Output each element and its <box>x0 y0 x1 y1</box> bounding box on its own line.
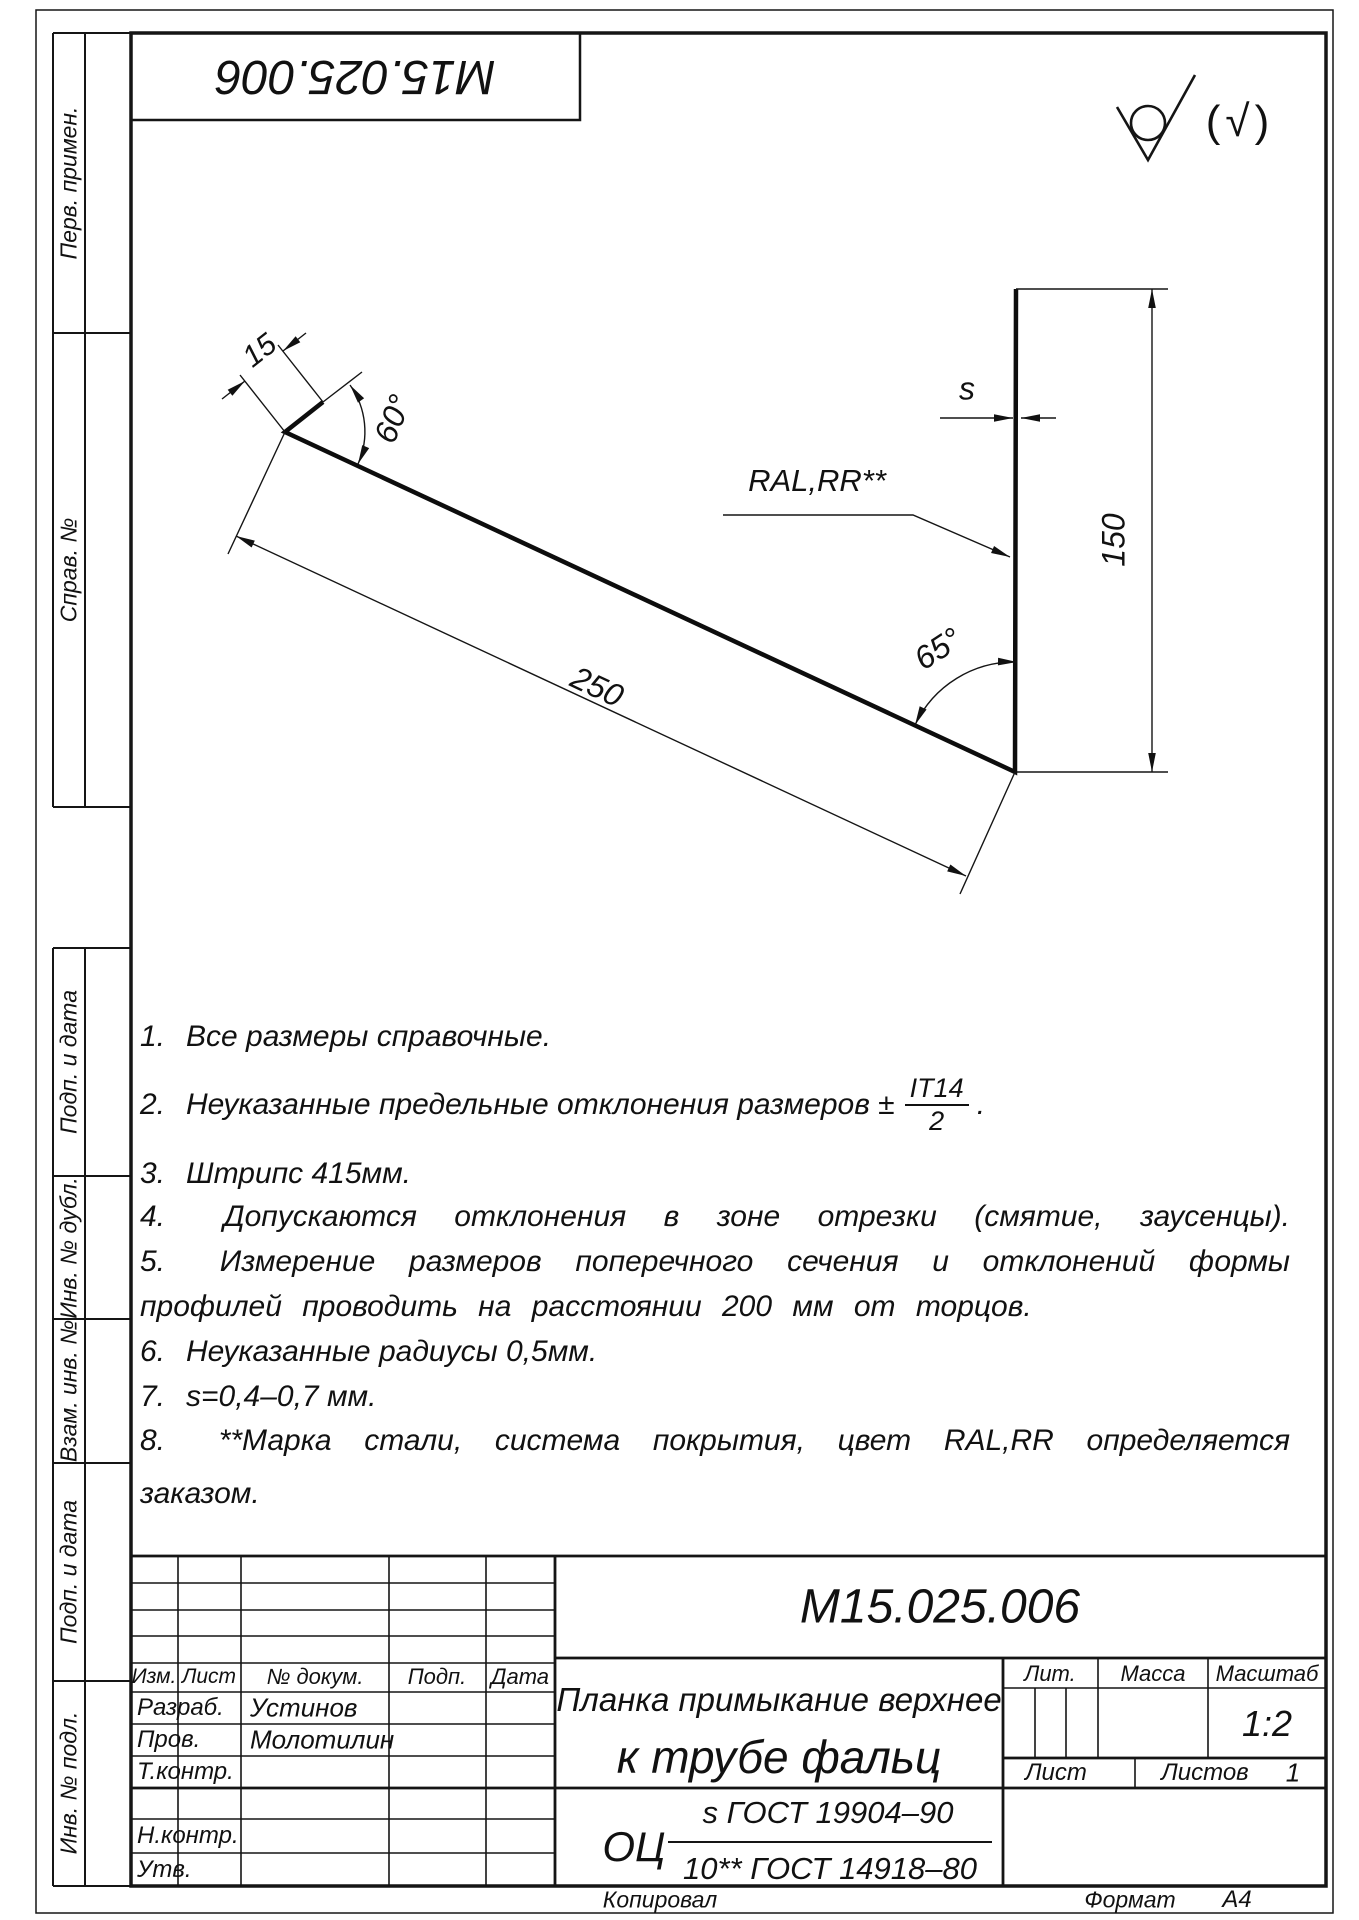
note-5-line-2 <box>140 1290 1290 1324</box>
note-number: 2. <box>140 1088 166 1121</box>
listov-label: Листов <box>1161 1759 1249 1786</box>
part-outline <box>285 289 1016 772</box>
note-text: Неуказанные предельные отклонения размеров ± <box>186 1088 895 1121</box>
note-text-end: . <box>976 1088 986 1121</box>
coating-callout: RAL,RR** <box>748 463 886 498</box>
dimension-lines <box>222 289 1152 876</box>
dim-angle-60: 60° <box>366 389 419 448</box>
row-prov-value: Молотилин <box>250 1724 395 1755</box>
column-data: Дата <box>490 1664 550 1689</box>
note-number: 8. <box>140 1424 166 1457</box>
dim-thickness-s: s <box>959 370 975 407</box>
column-list: Лист <box>181 1665 237 1688</box>
note-3 <box>140 1157 1290 1191</box>
note-6 <box>140 1335 1290 1369</box>
note-number: 7. <box>140 1380 166 1413</box>
column-izm: Изм. <box>131 1665 177 1688</box>
row-tkontr-label: Т.контр. <box>137 1758 234 1785</box>
format-label: Формат <box>1084 1886 1176 1913</box>
title-designation: М15.025.006 <box>799 1580 1081 1634</box>
dim-length-250: 250 <box>565 658 630 715</box>
material-denominator: 10** ГОСТ 14918–80 <box>682 1851 978 1886</box>
note-text: **Марка стали, система покрытия, цвет RAL,RR определяется <box>218 1424 1290 1457</box>
tolerance-fraction: $\frac{IT14}{2}$ <box>905 1074 969 1136</box>
note-text: s=0,4–0,7 мм. <box>186 1380 377 1413</box>
dim-angle-65: 65° <box>907 620 968 677</box>
note-number: 1. <box>140 1020 166 1053</box>
note-text: Измерение размеров поперечного сечения и отклонений формы <box>219 1245 1290 1278</box>
note-text: Неуказанные радиусы 0,5мм. <box>186 1335 598 1368</box>
note-4 <box>140 1200 1290 1234</box>
note-text: Все размеры справочные. <box>186 1020 552 1053</box>
list-label: Лист <box>1025 1759 1087 1786</box>
dim-height-150: 150 <box>1095 513 1132 567</box>
note-text: заказом. <box>140 1477 260 1510</box>
note-text: Штрипс 415мм. <box>186 1157 411 1190</box>
margin-label-vzam-inv: Взам. инв. № <box>55 1319 82 1463</box>
scale-value: 1:2 <box>1241 1703 1293 1744</box>
note-text: Допускаются отклонения в зоне отрезки (смятие, заусенцы). <box>223 1200 1290 1233</box>
note-5-line-1 <box>140 1245 1290 1279</box>
listov-value: 1 <box>1285 1757 1301 1788</box>
top-designation: М15.025.006 <box>215 50 496 103</box>
note-text: профилей проводить на расстоянии 200 мм от торцов. <box>140 1290 1032 1323</box>
masshtab-label: Масштаб <box>1215 1661 1319 1686</box>
note-number: 6. <box>140 1335 166 1368</box>
frame-lines <box>36 10 1333 1913</box>
note-number: 3. <box>140 1157 166 1190</box>
note-number: 4. <box>140 1200 166 1233</box>
margin-label-sprav-no: Справ. № <box>55 517 82 623</box>
extension-lines <box>228 289 1168 894</box>
margin-label-podp-data-2: Подп. и дата <box>55 1500 82 1644</box>
note-7 <box>140 1380 1290 1414</box>
margin-label-perv-primen: Перв. примен. <box>55 106 82 260</box>
format-value: А4 <box>1222 1886 1252 1913</box>
dim-flange-15: 15 <box>236 327 284 374</box>
material-prefix: ОЦ <box>602 1823 666 1870</box>
note-number: 5. <box>140 1245 166 1278</box>
row-nkontr-label: Н.контр. <box>137 1822 239 1849</box>
row-prov-label: Пров. <box>137 1726 201 1753</box>
note-2 <box>140 1072 985 1138</box>
surface-roughness-icon <box>1117 75 1195 160</box>
material-numerator: s ГОСТ 19904–90 <box>702 1795 954 1830</box>
lit-label: Лит. <box>1024 1661 1076 1686</box>
note-8-line-1 <box>140 1424 1290 1458</box>
part-name-line-1: Планка примыкание верхнее <box>556 1681 1002 1718</box>
note-8-line-2 <box>140 1477 1290 1511</box>
row-razrab-value: Устинов <box>250 1692 358 1723</box>
massa-label: Масса <box>1120 1661 1186 1686</box>
surface-roughness-others-note: (√) <box>1205 97 1275 146</box>
margin-label-inv-podl: Инв. № подл. <box>55 1711 82 1855</box>
margin-label-podp-data-1: Подп. и дата <box>55 990 82 1134</box>
row-utv-label: Утв. <box>137 1856 192 1883</box>
column-podp: Подп. <box>407 1664 467 1689</box>
note-1 <box>140 1020 1290 1054</box>
row-razrab-label: Разраб. <box>137 1694 224 1721</box>
margin-label-inv-dubl: Инв. № дубл. <box>55 1177 82 1319</box>
part-name-line-2: к трубе фальц <box>616 1731 942 1783</box>
kopiroval-label: Копировал <box>602 1886 718 1913</box>
column-dokum: № докум. <box>266 1664 364 1689</box>
